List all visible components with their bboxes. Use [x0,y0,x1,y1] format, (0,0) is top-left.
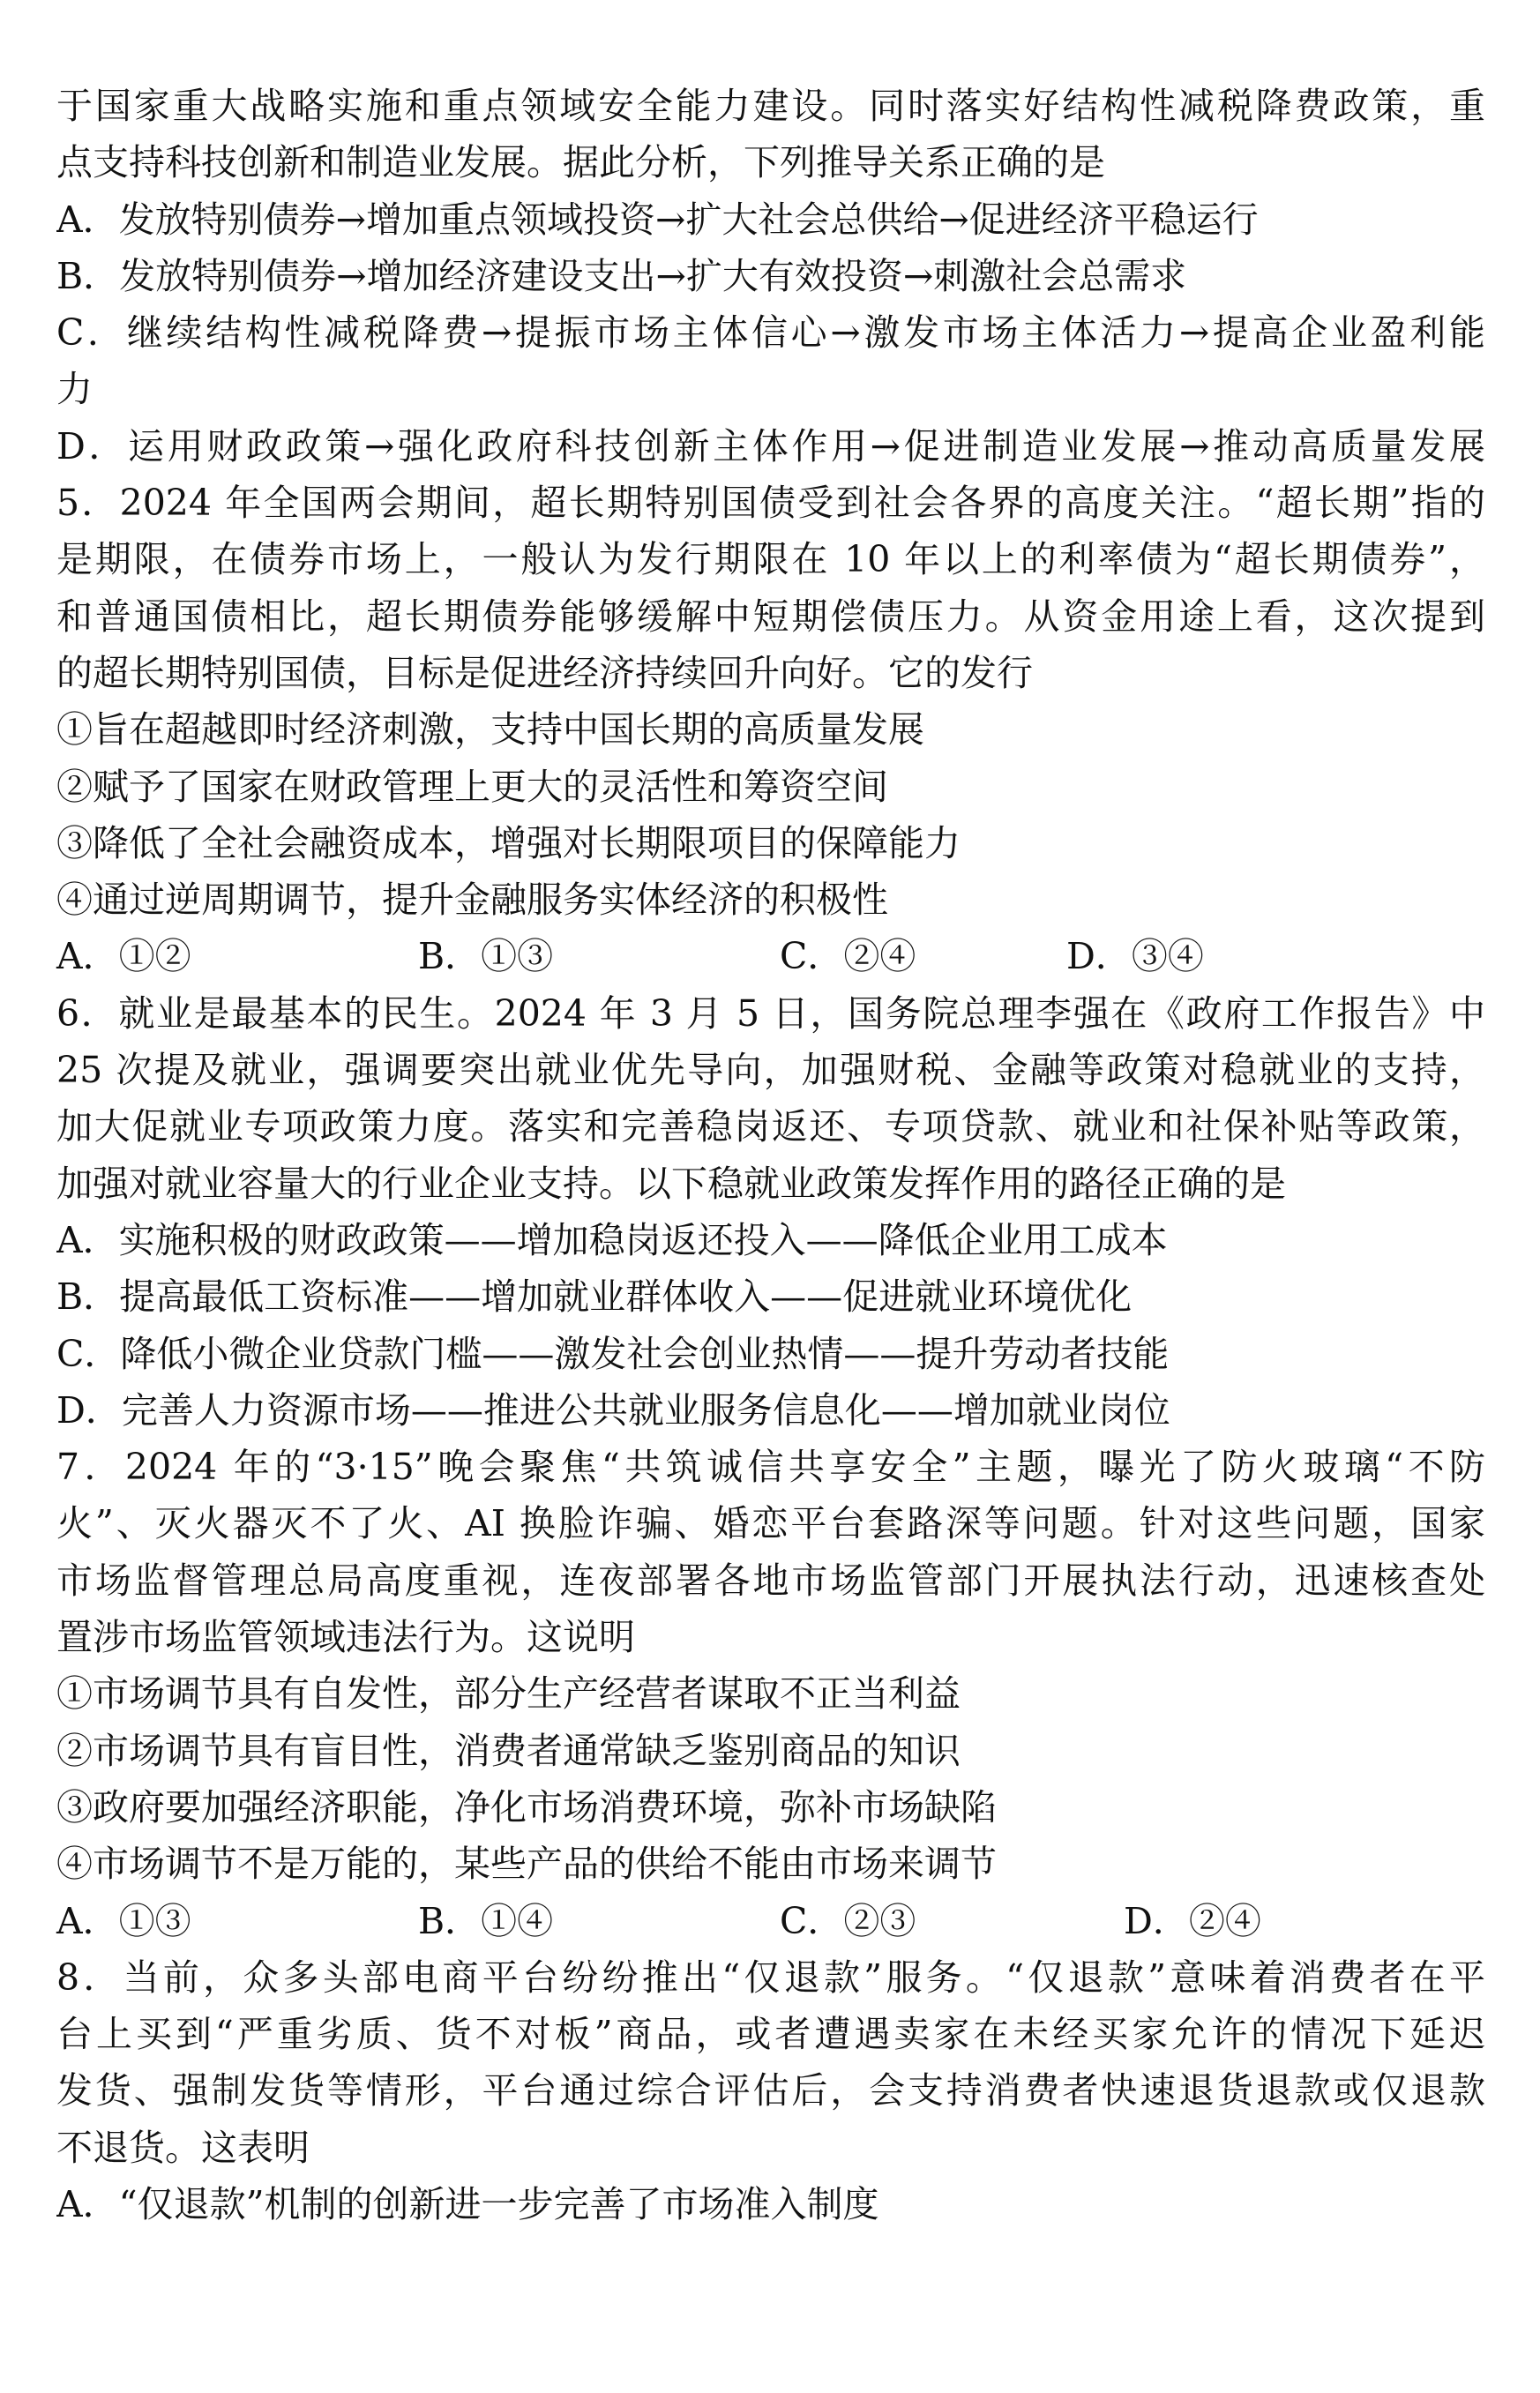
option-c: C．②④ [780,935,916,978]
question-text-line: 5．2024 年全国两会期间，超长期特别国债受到社会各界的高度关注。“超长期”指的 [56,482,1485,525]
option-a: A．①② [56,935,191,978]
question-text-line: 台上买到“严重劣质、货不对板”商品，或者遭遇卖家在未经买家允许的情况下延迟 [56,2013,1485,2056]
question-text-line: 点支持科技创新和制造业发展。据此分析，下列推导关系正确的是 [56,141,1105,184]
statement-2: ②赋予了国家在财政管理上更大的灵活性和筹资空间 [56,765,888,808]
option-c: C．继续结构性减税降费→提振市场主体信心→激发市场主体活力→提高企业盈利能 [56,311,1485,355]
answer-options [56,928,1485,984]
question-text-line: 发货、强制发货等情形，平台通过综合评估后，会支持消费者快速退货退款或仅退款 [56,2069,1485,2113]
statement-2: ②市场调节具有盲目性，消费者通常缺乏鉴别商品的知识 [56,1729,961,1772]
question-text-line: 加大促就业专项政策力度。落实和完善稳岗返还、专项贷款、就业和社保补贴等政策， [56,1105,1485,1148]
option-b: B．①④ [418,1899,554,1942]
question-text-line: 25 次提及就业，强调要突出就业优先导向，加强财税、金融等政策对稳就业的支持， [56,1049,1485,1092]
statement-1: ①市场调节具有自发性，部分生产经营者谋取不正当利益 [56,1672,961,1716]
option-d: D．②④ [1124,1899,1261,1942]
option-a: A．①③ [56,1899,191,1942]
option-b: B．提高最低工资标准——增加就业群体收入——促进就业环境优化 [56,1275,1133,1319]
option-d: D．③④ [1066,935,1204,978]
question-5 [56,475,1485,985]
question-text-line: 和普通国债相比，超长期债券能够缓解中短期偿债压力。从资金用途上看，这次提到 [56,595,1485,638]
question-8 [56,1949,1485,2232]
question-text-line: 市场监督管理总局高度重视，连夜部署各地市场监管部门开展执法行动，迅速核查处 [56,1559,1485,1602]
question-text-line: 是期限，在债券市场上，一般认为发行期限在 10 年以上的利率债为“超长期债券”， [56,538,1485,581]
statement-4: ④通过逆周期调节，提升金融服务实体经济的积极性 [56,879,888,922]
question-6 [56,985,1485,1439]
question-text-line: 火”、灭火器灭不了火、AI 换脸诈骗、婚恋平台套路深等问题。针对这些问题，国家 [56,1502,1485,1545]
option-c: C．降低小微企业贷款门槛——激发社会创业热情——提升劳动者技能 [56,1332,1170,1375]
statement-3: ③政府要加强经济职能，净化市场消费环境，弥补市场缺陷 [56,1785,997,1828]
question-text-line: 置涉市场监管领域违法行为。这说明 [56,1616,635,1659]
option-a: A．“仅退款”机制的创新进一步完善了市场准入制度 [56,2182,879,2225]
option-d: D．完善人力资源市场——推进公共就业服务信息化——增加就业岗位 [56,1388,1170,1432]
exam-page [56,78,1485,2232]
statement-4: ④市场调节不是万能的，某些产品的供给不能由市场来调节 [56,1843,997,1886]
option-a: A．发放特别债券→增加重点领域投资→扩大社会总供给→促进经济平稳运行 [56,198,1259,241]
question-text-line: 不退货。这表明 [56,2126,310,2169]
option-b: B．发放特别债券→增加经济建设支出→扩大有效投资→刺激社会总需求 [56,254,1187,297]
option-d: D．运用财政政策→强化政府科技创新主体作用→促进制造业发展→推动高质量发展 [56,424,1485,467]
statement-1: ①旨在超越即时经济刺激，支持中国长期的高质量发展 [56,708,924,752]
option-a: A．实施积极的财政政策——增加稳岗返还投入——降低企业用工成本 [56,1218,1168,1261]
statement-3: ③降低了全社会融资成本，增强对长期限项目的保障能力 [56,821,961,864]
option-b: B．①③ [418,935,554,978]
question-text-line: 6．就业是最基本的民生。2024 年 3 月 5 日，国务院总理李强在《政府工作报告》中 [56,991,1485,1035]
question-7 [56,1439,1485,1949]
question-text-line: 8．当前，众多头部电商平台纷纷推出“仅退款”服务。“仅退款”意味着消费者在平 [56,1956,1485,1999]
question-text-line: 加强对就业容量大的行业企业支持。以下稳就业政策发挥作用的路径正确的是 [56,1162,1286,1205]
question-text-line: 于国家重大战略实施和重点领域安全能力建设。同时落实好结构性减税降费政策，重 [56,85,1485,127]
option-c: C．②③ [780,1899,916,1942]
question-text-line: 的超长期特别国债，目标是促进经济持续回升向好。它的发行 [56,651,1033,694]
question-4-tail [56,78,1485,475]
question-text-line: 7．2024 年的“3·15”晚会聚焦“共筑诚信共享安全”主题，曝光了防火玻璃“不防 [56,1446,1485,1489]
option-c-continued: 力 [56,368,93,411]
answer-options [56,1893,1485,1949]
